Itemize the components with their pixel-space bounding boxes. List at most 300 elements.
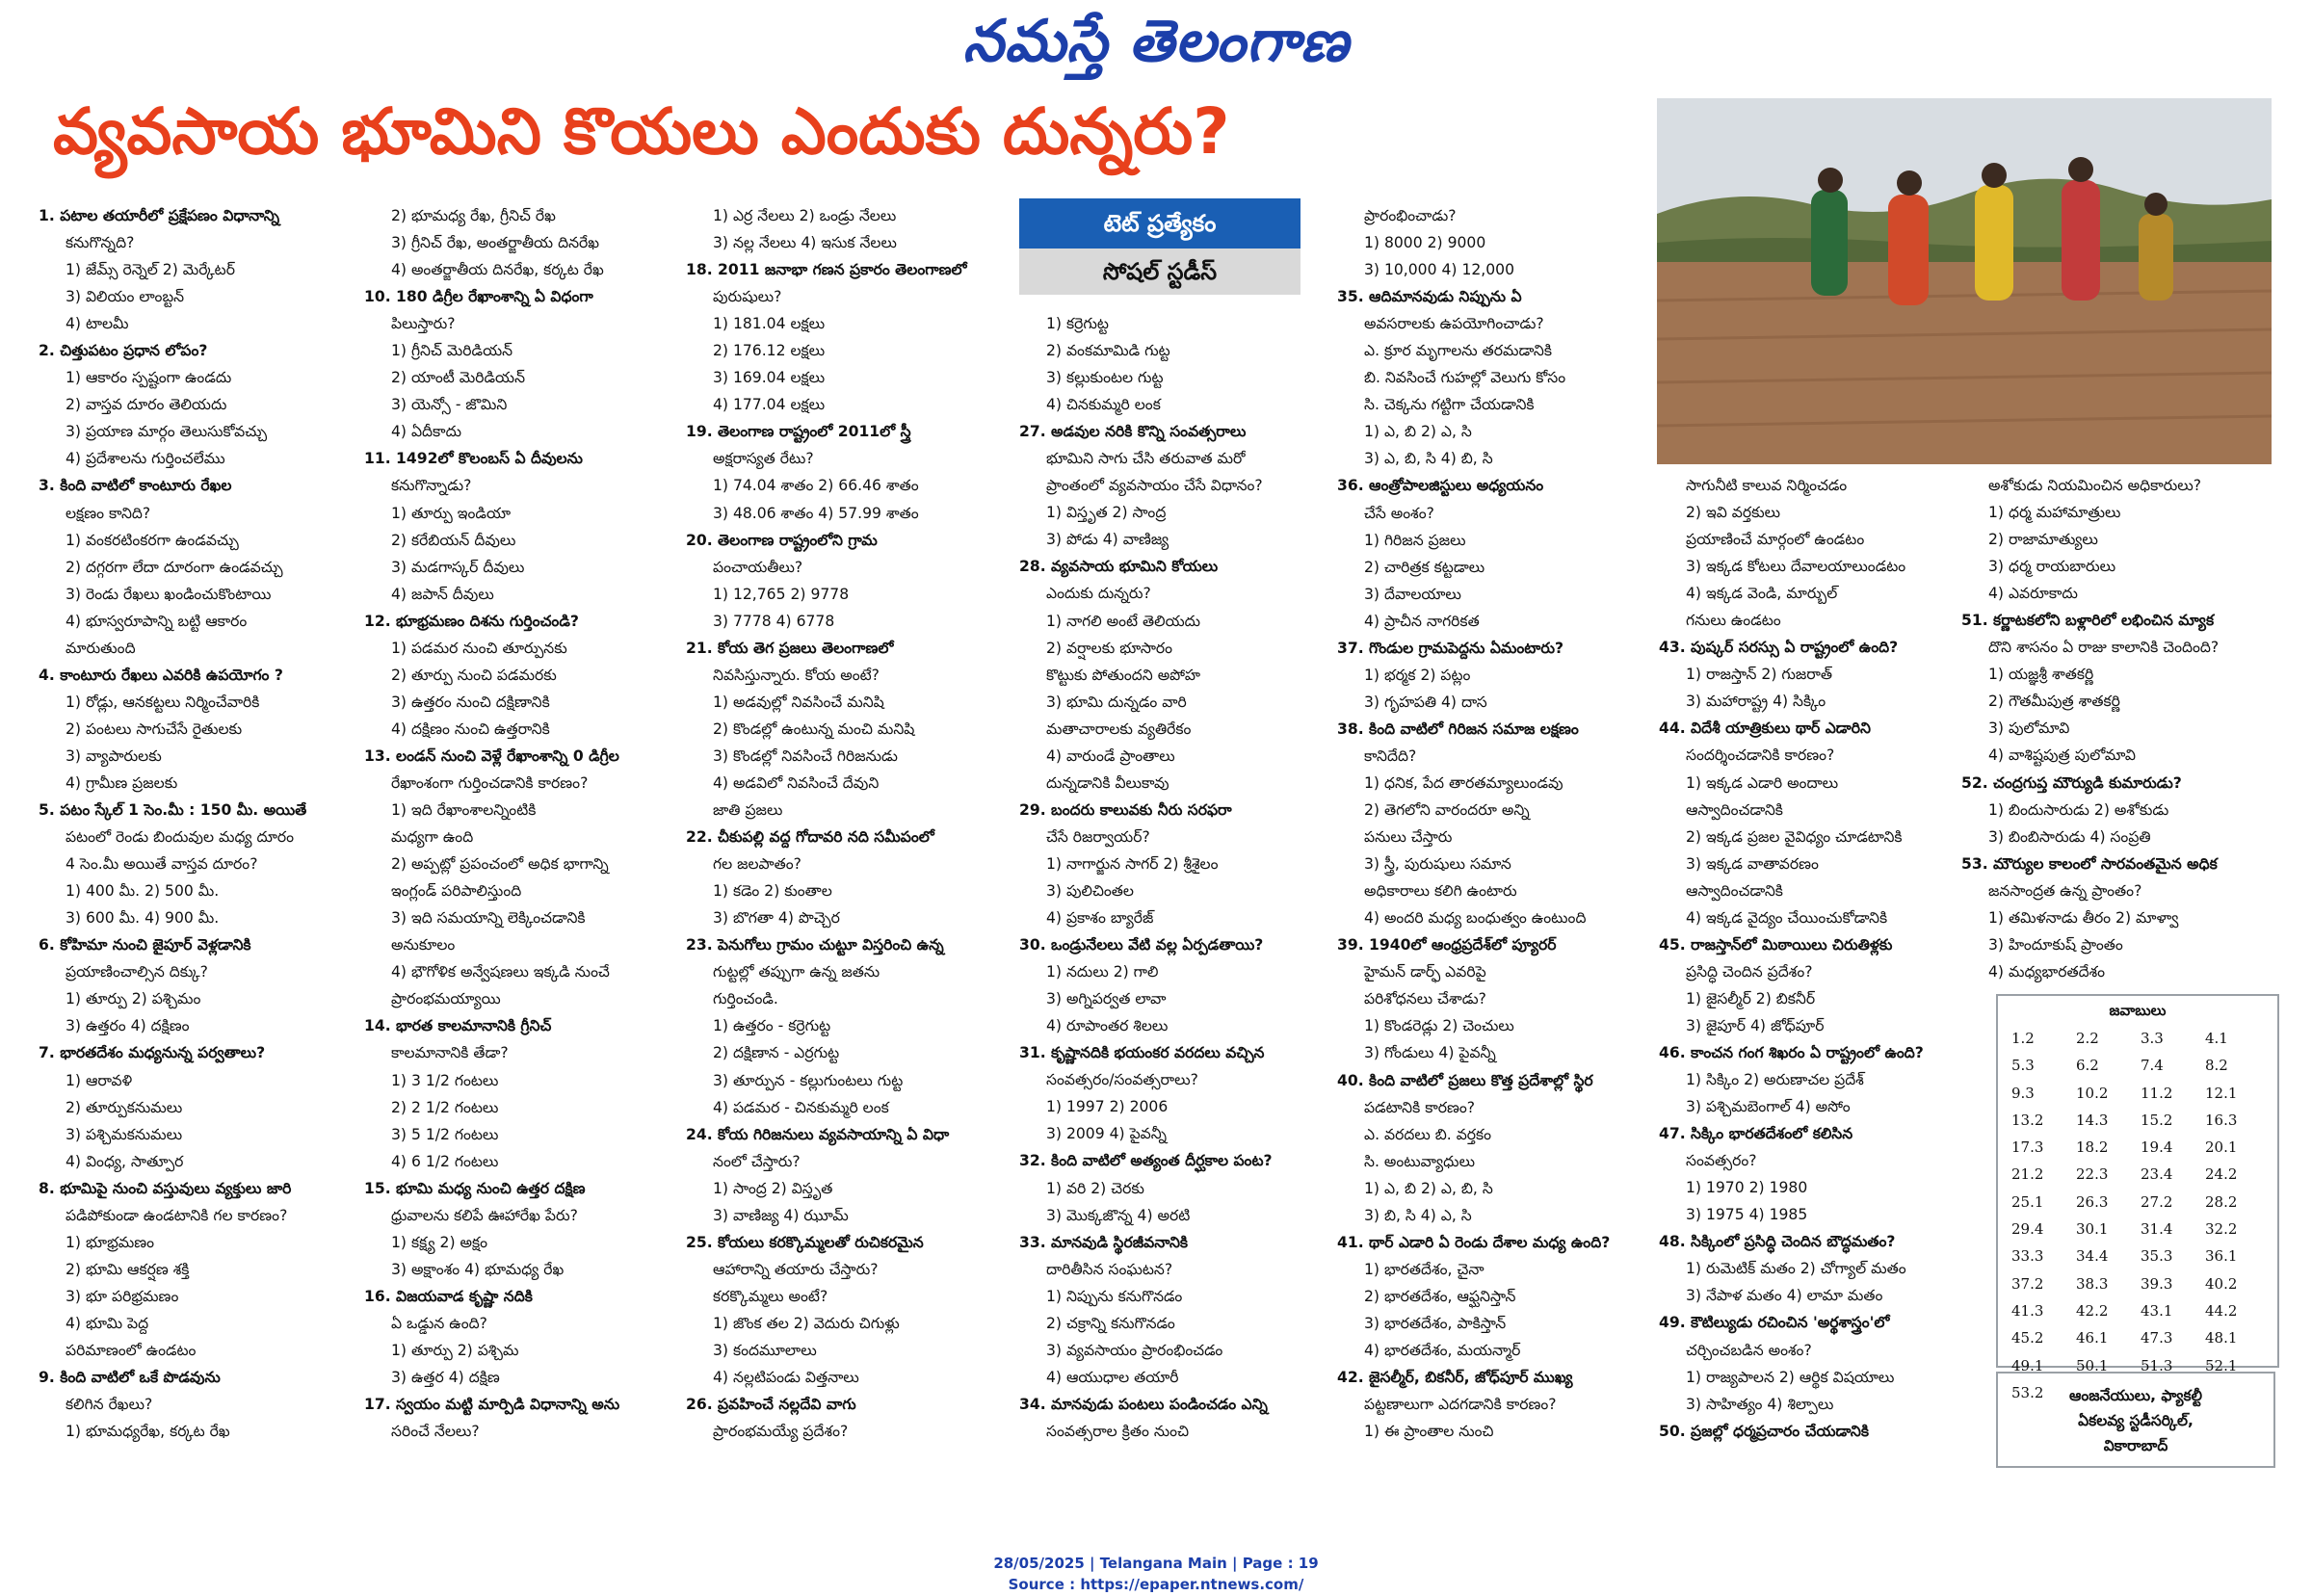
option-line: 1) 3 1/2 గంటలు: [391, 1071, 499, 1089]
option-line: కాలమానానికి తేడా?: [391, 1044, 509, 1062]
question-line: 37. గొండుల గ్రామపెద్దను ఏమంటారు?: [1337, 639, 1564, 657]
social-studies-label: సోషల్ స్టడీస్: [1019, 249, 1300, 295]
option-line: దారితీసిన సంఘటన?: [1046, 1260, 1173, 1278]
option-line: దున్నడానికి వీలుకావు: [1046, 773, 1169, 792]
option-line: 1) అడవుల్లో నివసించే మనిషి: [713, 693, 884, 711]
option-line: 4) ఎవరూకాదు: [1988, 585, 2078, 603]
option-line: 3) మొక్కజొన్న 4) అరటి: [1046, 1206, 1191, 1224]
answer-item: 51.3: [2141, 1356, 2173, 1374]
question-column-1: [39, 202, 366, 1445]
question-line: 13. లండన్ నుంచి వెళ్లే రేఖాంశాన్ని 0 డిగ్రీల: [364, 746, 619, 765]
option-line: 1) 1997 2) 2006: [1046, 1098, 1169, 1116]
option-line: 1) వరి 2) చెరకు: [1046, 1179, 1144, 1197]
option-line: 1) జొంక తల 2) వెదురు చిగుళ్లు: [713, 1314, 900, 1332]
question-line: 51. కర్ణాటకలోని బళ్లారిలో లభించిన మ్యాక: [1961, 612, 2215, 630]
option-line: 2) వర్షాలకు భూసారం: [1046, 639, 1173, 657]
option-line: 1) యజ్ఞశ్రీ శాతకర్ణి: [1988, 666, 2094, 684]
option-line: 1) 8000 2) 9000: [1364, 234, 1486, 252]
option-line: 4) ప్రకాశం బ్యారేజ్: [1046, 909, 1154, 928]
answer-item: 49.1: [2011, 1356, 2044, 1374]
option-line: 2) భూమి ఆకర్షణ శక్తి: [66, 1260, 190, 1278]
question-line: 32. కింది వాటిలో అత్యంత దీర్ఘకాల పంట?: [1019, 1152, 1273, 1170]
question-column-5: [1337, 202, 1665, 1445]
credit-line: వికారాబాద్: [2103, 1437, 2168, 1454]
question-line: 23. పెనుగోలు గ్రామం చుట్టూ విస్తరించి ఉన్న: [686, 936, 944, 955]
option-line: 3) కల్లుకుంటల గుట్ట: [1046, 369, 1164, 387]
option-line: 4) ఇక్కడ వైద్యం చేయించుకోడానికి: [1686, 908, 1888, 927]
answer-item: 26.3: [2076, 1192, 2109, 1211]
answer-item: 47.3: [2141, 1329, 2173, 1347]
option-line: ప్రారంభించాడు?: [1364, 207, 1457, 224]
option-line: జనసాంద్రత ఉన్న ప్రాంతం?: [1988, 881, 2142, 900]
option-line: 3) మడగాస్కర్ దీవులు: [391, 558, 525, 576]
answer-item: 4.1: [2205, 1030, 2228, 1047]
option-line: 1) ఆకారం స్పష్టంగా ఉండదు: [66, 369, 232, 387]
option-line: ఎ. క్రూర మృగాలను తరమడానికి: [1364, 342, 1552, 360]
option-line: అవసరాలకు ఉపయోగించాడు?: [1364, 315, 1544, 333]
option-line: 4) వాశిష్టపుత్ర పులోమావి: [1988, 746, 2136, 765]
answer-item: 23.4: [2141, 1165, 2173, 1184]
headline: వ్యవసాయ భూమిని కొయలు ఎందుకు దున్నరు?: [53, 94, 1230, 169]
option-line: సరించే నేలలు?: [391, 1423, 480, 1441]
option-line: 2) రాజామాత్యులు: [1988, 531, 2098, 549]
option-line: 3) బొగతా 4) పొచ్చెర: [713, 909, 840, 928]
answer-item: 9.3: [2011, 1084, 2035, 1102]
question-line: 5. పటం స్కేల్ 1 సెం.మీ : 150 మీ. అయితే: [39, 801, 307, 820]
answer-item: 40.2: [2205, 1274, 2238, 1293]
answer-item: 28.2: [2205, 1192, 2238, 1211]
option-line: 3) గృహపతి 4) దాస: [1364, 693, 1487, 711]
option-line: 1) తూర్పు 2) పశ్చిమం: [66, 990, 201, 1008]
option-line: 2) భూమధ్య రేఖ, గ్రీనిచ్ రేఖ: [391, 207, 556, 224]
option-line: 1) ఇక్కడ ఎడారి అందాలు: [1686, 773, 1839, 792]
option-line: ఎందుకు దున్నరు?: [1046, 585, 1151, 603]
option-line: 1) నాగలి అంటే తెలియదు: [1046, 612, 1201, 630]
question-line: 28. వ్యవసాయ భూమిని కోయలు: [1019, 558, 1219, 576]
option-line: 1) రోడ్లు, ఆనకట్టలు నిర్మించేవారికి: [66, 693, 260, 711]
answer-item: 41.3: [2011, 1301, 2044, 1320]
option-line: 1) బిందుసారుడు 2) అశోకుడు: [1988, 800, 2169, 819]
option-line: 3) ఇది సమయాన్ని లెక్కించడానికి: [391, 909, 586, 928]
question-line: 19. తెలంగాణ రాష్ట్రంలో 2011లో స్త్రీ: [686, 423, 911, 441]
question-line: 10. 180 డిగ్రీల రేఖాంశాన్ని ఏ విధంగా: [364, 288, 593, 306]
option-line: మతాచారాలకు వ్యతిరేకం: [1046, 720, 1192, 738]
option-line: 4) మధ్యభారతదేశం: [1988, 962, 2106, 981]
option-line: సందర్శించడానికి కారణం?: [1686, 746, 1835, 765]
option-line: 1) నాగార్జున సాగర్ 2) శ్రీశైలం: [1046, 854, 1219, 873]
question-line: 33. మానవుడి స్థిరజీవనానికి: [1019, 1233, 1189, 1251]
option-line: 3) ఉత్తరం 4) దక్షిణం: [66, 1017, 190, 1035]
option-line: 4 సెం.మీ అయితే వాస్తవ దూరం?: [66, 855, 258, 874]
option-line: 1) గిరిజన ప్రజలు: [1364, 531, 1466, 549]
answer-item: 34.4: [2076, 1247, 2109, 1266]
question-line: 14. భారత కాలమానానికి గ్రీనిచ్: [364, 1017, 552, 1035]
answer-item: 46.1: [2076, 1329, 2109, 1347]
answer-item: 52.1: [2205, 1356, 2238, 1374]
option-line: 2) వాస్తవ దూరం తెలియదు: [66, 396, 227, 414]
question-line: 15. భూమి మధ్య నుంచి ఉత్తర దక్షిణ: [364, 1179, 586, 1197]
option-line: 1) ఎర్ర నేలలు 2) ఒండ్రు నేలలు: [713, 207, 897, 224]
footer-source-line: Source : https://epaper.ntnews.com/: [1008, 1576, 1304, 1593]
option-line: 1) 12,765 2) 9778: [713, 585, 850, 603]
option-line: 3) భూమి దున్నడం వారి: [1046, 693, 1187, 711]
question-line: 40. కింది వాటిలో ప్రజలు కొత్త ప్రదేశాల్లో స్థిర: [1337, 1071, 1593, 1089]
option-line: భూమిని సాగు చేసి తరువాత మరో: [1046, 450, 1246, 468]
option-line: 1) 74.04 శాతం 2) 66.46 శాతం: [713, 477, 919, 495]
question-line: 43. పుష్కర్ సరస్సు ఏ రాష్ట్రంలో ఉంది?: [1659, 639, 1899, 657]
answer-item: 11.2: [2141, 1084, 2173, 1102]
answers-title: జవాబులు: [2109, 1002, 2167, 1019]
question-line: 24. కోయ గిరిజనులు వ్యవసాయాన్ని ఏ విధా: [686, 1125, 950, 1143]
option-line: 2) ఇవి వర్తకులు: [1686, 504, 1781, 522]
option-line: ఆస్వాదించడానికి: [1686, 800, 1783, 819]
option-line: 2) వంకమామిడి గుట్ట: [1046, 342, 1170, 360]
option-line: 3) అక్షాంశం 4) భూమధ్య రేఖ: [391, 1260, 565, 1278]
option-line: 1) ఎ, బి 2) ఎ, సి: [1364, 423, 1472, 441]
question-column-6: [1659, 472, 1986, 1445]
option-line: నంలో చేస్తారు?: [713, 1152, 801, 1170]
author-credit: [1996, 1372, 2275, 1468]
option-line: 3) భూ పరిభ్రమణం: [66, 1287, 179, 1305]
answer-item: 39.3: [2141, 1274, 2173, 1293]
option-line: బి. నివసించే గుహల్లో వెలుగు కోసం: [1364, 369, 1566, 387]
answer-item: 35.3: [2141, 1247, 2173, 1266]
answer-item: 50.1: [2076, 1356, 2109, 1374]
question-line: 42. జైసల్మీర్, బికనీర్, జోధ్‌పూర్ ముఖ్య: [1337, 1369, 1573, 1387]
option-line: 3) పశ్చిమబెంగాల్ 4) అసోం: [1686, 1098, 1851, 1116]
option-line: 1) భర్మక 2) పట్లం: [1364, 666, 1471, 684]
question-line: 49. కౌటిల్యుడు రచించిన 'అర్థశాస్త్రం'లో: [1659, 1314, 1890, 1332]
option-line: అశోకుడు నియమించిన అధికారులు?: [1988, 477, 2202, 494]
question-column-2: [364, 202, 692, 1445]
answer-item: 7.4: [2141, 1057, 2164, 1075]
option-line: 4) టాలమీ: [66, 315, 129, 333]
option-line: చేసే అంశం?: [1364, 504, 1434, 522]
option-line: 3) బింబిసారుడు 4) సంప్రతి: [1988, 827, 2151, 846]
option-line: 4) ఇక్కడ వెండి, మార్బుల్: [1686, 585, 1838, 603]
option-line: 1) సాంద్ర 2) విస్తృత: [713, 1179, 833, 1197]
option-line: 3) బి, సి 4) ఎ, సి: [1364, 1206, 1472, 1224]
question-line: 52. చంద్రగుప్త మౌర్యుడి కుమారుడు?: [1961, 773, 2182, 792]
answer-item: 27.2: [2141, 1192, 2173, 1211]
option-line: 3) భారతదేశం, పాకిస్తాన్: [1364, 1314, 1507, 1332]
option-line: 3) అగ్నిపర్వత లావా: [1046, 990, 1167, 1008]
option-line: 4) 6 1/2 గంటలు: [391, 1152, 499, 1170]
question-line: 20. తెలంగాణ రాష్ట్రంలోని గ్రామ: [686, 531, 878, 549]
option-line: 4) ఏదీకాదు: [391, 423, 461, 441]
option-line: సంవత్సరం/సంవత్సరాలు?: [1046, 1071, 1198, 1089]
option-line: 2) పంటలు సాగుచేసే రైతులకు: [66, 720, 243, 738]
tet-special-box: [1019, 198, 1300, 295]
option-line: 3) పశ్చిమకనుమలు: [66, 1125, 183, 1143]
option-line: 1) విస్తృత 2) సాంద్ర: [1046, 504, 1167, 522]
option-line: అనుకూలం: [391, 936, 456, 955]
answer-item: 14.3: [2076, 1111, 2109, 1129]
answer-item: 38.3: [2076, 1274, 2109, 1293]
option-line: 1) భూమధ్యరేఖ, కర్కట రేఖ: [66, 1423, 230, 1441]
option-line: ప్రారంభమయ్యాయి: [391, 990, 501, 1008]
option-line: 1) తూర్పు 2) పశ్చిమ: [391, 1341, 519, 1359]
option-line: పంచాయతీలు?: [713, 558, 803, 576]
option-line: 3) 5 1/2 గంటలు: [391, 1125, 499, 1143]
option-line: 4) నల్లటిపండు విత్తనాలు: [713, 1369, 859, 1387]
answer-item: 32.2: [2205, 1220, 2238, 1239]
option-line: 3) నేపాళ మతం 4) లామా మతం: [1686, 1287, 1883, 1305]
option-line: 4) ఆయుధాల తయారీ: [1046, 1368, 1179, 1386]
option-line: 4) వారుండే ప్రాంతాలు: [1046, 746, 1175, 765]
question-line: 6. కోహిమా నుంచి జైపూర్ వెళ్లడానికి: [39, 936, 251, 955]
option-line: 2) దగ్గరగా లేదా దూరంగా ఉండవచ్చు: [66, 558, 283, 576]
answer-item: 17.3: [2011, 1138, 2044, 1157]
question-line: 8. భూమిపై నుంచి వస్తువులు వ్యక్తులు జారి: [39, 1179, 292, 1197]
option-line: 4) అడవిలో నివసించే దేవుని: [713, 773, 880, 792]
question-column-7: [1961, 472, 2289, 985]
tet-special-label: టెట్ ప్రత్యేకం: [1019, 198, 1300, 249]
question-line: 18. 2011 జనాభా గణన ప్రకారం తెలంగాణలో: [686, 261, 967, 279]
option-line: అధికారాలు కలిగి ఉంటారు: [1364, 882, 1517, 901]
answer-item: 33.3: [2011, 1247, 2044, 1266]
option-line: చేసే రిజర్వాయర్?: [1046, 827, 1150, 846]
option-line: పురుషులు?: [713, 288, 782, 306]
option-line: ప్రారంభమయ్యే ప్రదేశం?: [713, 1423, 849, 1441]
option-line: 3) ప్రయాణ మార్గం తెలుసుకోవచ్చు: [66, 423, 268, 441]
option-line: 1) ఇది రేఖాంశాలన్నింటికి: [391, 801, 537, 820]
option-line: 2) కరేబియన్ దీవులు: [391, 531, 516, 549]
option-line: 1) ఈ ప్రాంతాల నుంచి: [1364, 1423, 1494, 1441]
option-line: చర్చించబడిన అంశం?: [1686, 1341, 1812, 1359]
option-line: 3) 600 మీ. 4) 900 మీ.: [66, 909, 220, 928]
question-line: 29. బందరు కాలువకు నీరు సరఫరా: [1019, 800, 1232, 819]
option-line: 3) ధర్మ రాయబారులు: [1988, 558, 2116, 576]
option-line: ఇంగ్లండ్ పరిపాలిస్తుంది: [391, 882, 522, 901]
option-line: 4) భౌగోళిక అన్వేషణలు ఇక్కడి నుంచే: [391, 963, 610, 981]
answer-item: 42.2: [2076, 1301, 2109, 1320]
option-line: 1) 181.04 లక్షలు: [713, 315, 826, 333]
option-line: 3) హిందూకుష్ ప్రాంతం: [1988, 935, 2123, 954]
question-column-3: [686, 202, 1013, 1445]
option-line: 4) భూమి పెద్ద: [66, 1314, 149, 1332]
option-line: 4) వింధ్య, సాత్పూర: [66, 1152, 184, 1170]
option-line: లక్షణం కానిది?: [66, 504, 151, 522]
question-line: 30. ఒండ్రునేలలు వేటి వల్ల ఏర్పడతాయి?: [1019, 936, 1264, 955]
question-line: 17. స్వయం మట్టి మార్పిడి విధానాన్ని అను: [364, 1396, 620, 1414]
option-line: 1) 400 మీ. 2) 500 మీ.: [66, 882, 220, 901]
option-line: 1) తూర్పు ఇండియా: [391, 504, 512, 522]
option-line: కొట్టుకు పోతుందని అపోహ: [1046, 666, 1201, 684]
question-line: 48. సిక్కింలో ప్రసిద్ధి చెందిన బౌద్ధమతం?: [1659, 1233, 1896, 1251]
option-line: సంవత్సరం?: [1686, 1152, 1757, 1170]
question-line: 11. 1492లో కొలంబస్ ఏ దీవులను: [364, 450, 583, 468]
option-line: 4) 177.04 లక్షలు: [713, 396, 826, 414]
option-line: 3) కొండల్లో నివసించే గిరిజనుడు: [713, 746, 898, 765]
option-line: 3) గోండులు 4) పైవన్నీ: [1364, 1044, 1496, 1062]
option-line: 3) వాణిజ్య 4) ఝూమ్: [713, 1206, 849, 1224]
option-line: 1) కక్ష్య 2) అక్షం: [391, 1233, 488, 1251]
option-line: 3) వ్యాపారులకు: [66, 746, 162, 765]
answer-item: 8.2: [2205, 1057, 2228, 1075]
option-line: పనులు చేస్తారు: [1364, 828, 1453, 847]
option-line: ఎ. వరదలు బి. వర్తకం: [1364, 1125, 1492, 1143]
question-line: 38. కింది వాటిలో గిరిజన సమాజ లక్షణం: [1337, 720, 1579, 738]
option-line: 2) ఇక్కడ ప్రజల వైవిధ్యం చూడటానికి: [1686, 827, 1903, 846]
answer-item: 22.3: [2076, 1165, 2109, 1184]
answer-item: 12.1: [2205, 1084, 2238, 1102]
option-line: కరక్కొమ్మలు అంటే?: [713, 1287, 828, 1305]
option-line: 4) రూపాంతర శిలలు: [1046, 1017, 1169, 1035]
credit-line: ఏకలవ్య స్టడీసర్కిల్,: [2078, 1412, 2194, 1429]
answer-item: 10.2: [2076, 1084, 2109, 1102]
option-line: 4) అందరి మధ్య బంధుత్వం ఉంటుంది: [1364, 909, 1587, 928]
option-line: 1) కర్రెగుట్ట: [1046, 315, 1109, 332]
question-line: 35. ఆదిమానవుడు నిప్పును ఏ: [1337, 288, 1522, 306]
answer-item: 44.2: [2205, 1301, 2238, 1320]
option-line: 3) ఉత్తర 4) దక్షిణ: [391, 1369, 500, 1387]
answer-item: 20.1: [2205, 1138, 2238, 1157]
answer-item: 45.2: [2011, 1329, 2044, 1347]
option-line: 1) నిప్పును కనుగొనడం: [1046, 1287, 1183, 1305]
option-line: గుట్టల్లో తప్పుగా ఉన్న జతను: [713, 963, 880, 981]
option-line: 3) పులోమావి: [1988, 720, 2070, 738]
option-line: ఆహారాన్ని తయారు చేస్తారు?: [713, 1260, 879, 1278]
option-line: 1) ఆరావళి: [66, 1071, 133, 1089]
option-line: కలిగిన రేఖలు?: [66, 1396, 153, 1414]
option-line: 4) ప్రదేశాలను గుర్తించలేము: [66, 450, 225, 468]
question-line: 4. కాంటూరు రేఖలు ఎవరికి ఉపయోగం ?: [39, 666, 283, 684]
answer-item: 21.2: [2011, 1165, 2044, 1184]
option-line: 4) దక్షిణం నుంచి ఉత్తరానికి: [391, 720, 550, 738]
question-line: 53. మౌర్యుల కాలంలో సారవంతమైన అధిక: [1961, 854, 2218, 873]
option-line: సి. అంటువ్యాధులు: [1364, 1152, 1476, 1170]
option-line: 2) భారతదేశం, ఆఫ్ఘనిస్తాన్: [1364, 1287, 1516, 1305]
question-line: 2. చిత్తుపటం ప్రధాన లోపం?: [39, 342, 208, 360]
option-line: మధ్యగా ఉంది: [391, 828, 474, 847]
option-line: 2) 176.12 లక్షలు: [713, 342, 826, 360]
question-line: 36. ఆంత్రోపాలజిస్టులు అధ్యయనం: [1337, 477, 1544, 495]
answer-item: 24.2: [2205, 1165, 2238, 1184]
answer-item: 1.2: [2011, 1030, 2035, 1047]
option-line: 2) తూర్పుకనుమలు: [66, 1098, 183, 1116]
option-line: 1) నదులు 2) గాలి: [1046, 963, 1159, 981]
option-line: 4) గ్రామీణ ప్రజలకు: [66, 773, 178, 792]
answers-grid: [1998, 1025, 2277, 1406]
option-line: 1) కడెం 2) కుంతాల: [713, 882, 832, 901]
question-line: 44. విదేశీ యాత్రికులు థార్ ఎడారిని: [1659, 720, 1871, 738]
option-line: పరిమాణంలో ఉండటం: [66, 1341, 197, 1359]
option-line: 4) జపాన్ దీవులు: [391, 585, 494, 603]
option-line: 3) దేవాలయాలు: [1364, 585, 1461, 603]
question-line: 45. రాజస్తాన్‌లో మిఠాయిలు చిరుతిళ్లకు: [1659, 935, 1893, 954]
option-line: 4) చినకుమ్మరి లంక: [1046, 396, 1161, 414]
option-line: 2) గౌతమీపుత్ర శాతకర్ణి: [1988, 693, 2120, 711]
option-line: 2) కొండల్లో ఉంటున్న మంచి మనిషి: [713, 720, 915, 738]
option-line: 3) నల్ల నేలలు 4) ఇసుక నేలలు: [713, 234, 897, 252]
option-line: 1) ధర్మ మహామాత్రులు: [1988, 504, 2121, 522]
question-line: 41. థార్ ఎడారి ఏ రెండు దేశాల మధ్య ఉంది?: [1337, 1233, 1611, 1251]
option-line: సాగునీటి కాలువ నిర్మించడం: [1686, 477, 1848, 494]
option-line: 3) ఇక్కడ వాతావరణం: [1686, 854, 1819, 873]
field-photo-illustration: [1657, 98, 2272, 464]
option-line: 4) ప్రాచీన నాగరికత: [1364, 612, 1480, 630]
option-line: 4) భూస్వరూపాన్ని బట్టి ఆకారం: [66, 612, 248, 630]
option-line: 2) దక్షిణాన - ఎర్రగుట్ట: [713, 1044, 840, 1062]
answer-item: 5.3: [2011, 1057, 2035, 1075]
option-line: 3) పులిచింతల: [1046, 881, 1134, 900]
option-line: హైమన్ డార్ఫ్ ఎవరిపై: [1364, 963, 1486, 981]
option-line: నివసిస్తున్నారు. కోయ అంటే?: [713, 666, 880, 684]
option-line: 1) కొండరెడ్లు 2) చెంచులు: [1364, 1017, 1514, 1035]
option-line: 2) 2 1/2 గంటలు: [391, 1098, 499, 1116]
answer-item: 18.2: [2076, 1138, 2109, 1157]
option-line: పటంలో రెండు బిందువుల మధ్య దూరం: [66, 828, 295, 847]
question-line: 46. కాంచన గంగ శిఖరం ఏ రాష్ట్రంలో ఉంది?: [1659, 1043, 1924, 1061]
option-line: 3) 48.06 శాతం 4) 57.99 శాతం: [713, 504, 919, 522]
option-line: 1) గ్రీనిచ్ మెరిడియన్: [391, 342, 513, 360]
option-line: 1) భారతదేశం, చైనా: [1364, 1260, 1484, 1278]
option-line: 2) చారిత్రక కట్టడాలు: [1364, 558, 1485, 576]
answer-item: 15.2: [2141, 1111, 2173, 1129]
option-line: 1) ఎ, బి 2) ఎ, బి, సి: [1364, 1179, 1493, 1197]
question-line: 1. పటాల తయారీలో ప్రక్షేపణం విధానాన్ని: [39, 207, 280, 224]
option-line: 3) 2009 4) పైవన్నీ: [1046, 1125, 1168, 1143]
option-line: సంవత్సరాల క్రితం నుంచి: [1046, 1422, 1190, 1440]
question-line: 16. విజయవాడ కృష్ణా నదికి: [364, 1287, 533, 1305]
question-line: 3. కింది వాటిలో కాంటూరు రేఖల: [39, 477, 232, 495]
option-line: 1) రుమెటిక్ మతం 2) చోగ్యాల్ మతం: [1686, 1260, 1906, 1278]
option-line: 3) 10,000 4) 12,000: [1364, 261, 1515, 279]
question-line: 25. కోయలు కరక్కొమ్మలతో రుచికరమైన: [686, 1233, 924, 1251]
question-line: 39. 1940లో ఆంధ్రప్రదేశ్‌లో ప్యూరర్: [1337, 936, 1557, 955]
answer-item: 36.1: [2205, 1247, 2238, 1266]
option-line: కనుగొన్నాడు?: [391, 477, 472, 495]
option-line: 4) పడమర - చినకుమ్మరి లంక: [713, 1098, 889, 1116]
option-line: గల జలపాతం?: [713, 855, 801, 874]
question-line: 34. మానవుడు పంటలు పండించడం ఎన్ని: [1019, 1395, 1268, 1413]
answer-item: 13.2: [2011, 1111, 2044, 1129]
answer-item: 3.3: [2141, 1030, 2164, 1047]
option-line: 3) కందమూలాలు: [713, 1341, 817, 1359]
question-line: 12. భూభ్రమణం దిశను గుర్తించండి?: [364, 612, 579, 630]
option-line: ప్రయాణించే మార్గంలో ఉండటం: [1686, 531, 1865, 549]
option-line: 3) ఇక్కడ కోటలు దేవాలయాలుండటం: [1686, 558, 1906, 576]
option-line: 3) 7778 4) 6778: [713, 612, 835, 630]
option-line: 3) రెండు రేఖలు ఖండించుకొంటాయి: [66, 585, 272, 603]
option-line: 1) 1970 2) 1980: [1686, 1179, 1808, 1197]
option-line: 3) 1975 4) 1985: [1686, 1206, 1808, 1224]
option-line: 1) జేమ్స్ రెన్నెల్ 2) మెర్కేటర్: [66, 261, 235, 279]
option-line: జాతి ప్రజలు: [713, 801, 783, 820]
option-line: 1) భూభ్రమణం: [66, 1233, 155, 1251]
option-line: పరిశోధనలు చేశాడు?: [1364, 990, 1486, 1008]
option-line: 2) అప్పట్లో ప్రపంచంలో అధిక భాగాన్ని: [391, 855, 609, 874]
masthead: నమస్తే తెలంగాణ: [962, 8, 1350, 75]
option-line: 3) మహారాష్ట్ర 4) సిక్కిం: [1686, 693, 1826, 711]
question-line: 9. కింది వాటిలో ఒకే పొడవును: [39, 1369, 221, 1387]
option-line: 3) ఉత్తరం నుంచి దక్షిణానికి: [391, 693, 550, 711]
option-line: ఆస్వాదించడానికి: [1686, 881, 1783, 900]
page-footer: [0, 1553, 2312, 1595]
option-line: 3) స్త్రీ, పురుషులు సమాన: [1364, 855, 1511, 874]
option-line: రేఖాంశంగా గుర్తించడానికి కారణం?: [391, 773, 589, 792]
option-line: 1) రాజ్యపాలన 2) ఆర్థిక విషయాలు: [1686, 1368, 1895, 1386]
question-line: 7. భారతదేశం మధ్యనున్న పర్వతాలు?: [39, 1044, 266, 1062]
answer-item: 25.1: [2011, 1192, 2044, 1211]
answer-item: 53.2: [2011, 1383, 2044, 1401]
answer-item: 37.2: [2011, 1274, 2044, 1293]
field-photo: [1657, 98, 2272, 464]
question-line: 31. కృష్ణానదికి భయంకర వరదలు వచ్చిన: [1019, 1044, 1265, 1062]
option-line: ఏ ఒడ్డున ఉంది?: [391, 1314, 487, 1332]
option-line: 3) జైపూర్ 4) జోధ్‌పూర్: [1686, 1016, 1825, 1034]
